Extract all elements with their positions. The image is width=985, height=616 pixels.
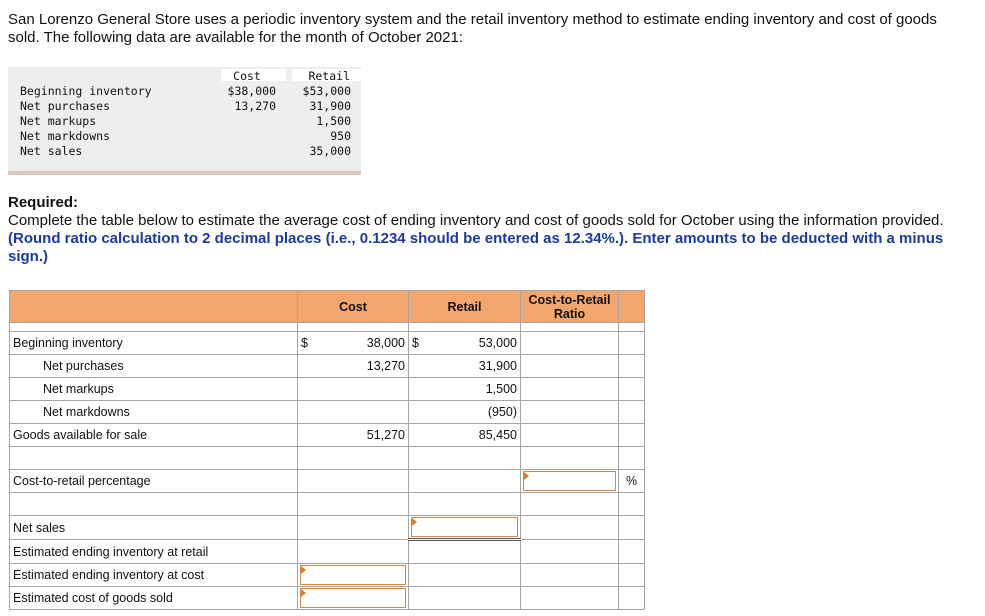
row-label: Net purchases: [10, 355, 298, 378]
required-section: [8, 194, 968, 266]
retail-method-table: [9, 290, 645, 610]
data-retail: 950: [330, 129, 351, 143]
table-row: [10, 401, 645, 424]
dollar-sign: $: [409, 332, 424, 355]
row-label: Estimated cost of goods sold: [10, 587, 298, 610]
intro-text: San Lorenzo General Store uses a periodic inventory system and the retail inventory method to estimate ending inventory and cost of goods sold. The following data are available for the month of October 2021:: [8, 11, 937, 46]
table-header-row: [10, 291, 645, 323]
row-label: Cost-to-retail percentage: [10, 470, 298, 493]
data-retail: $53,000: [302, 84, 351, 98]
ending-inventory-cost-input[interactable]: [300, 565, 406, 585]
col-retail-header: Retail: [308, 69, 350, 83]
row-label: Net sales: [10, 516, 298, 540]
col-cost-header: Cost: [233, 69, 261, 83]
data-cost: $38,000: [227, 84, 276, 98]
table-row: [10, 378, 645, 401]
cost-value: 13,270: [298, 355, 409, 378]
data-retail: 35,000: [309, 144, 351, 158]
percent-sign: %: [619, 470, 645, 493]
required-title: Required:: [8, 194, 79, 211]
cost-value: 51,270: [298, 424, 409, 447]
row-label: Estimated ending inventory at retail: [10, 540, 298, 564]
table-row: [10, 587, 645, 610]
data-label: Net markdowns: [20, 129, 111, 143]
table-row: [10, 516, 645, 540]
data-box: [8, 67, 361, 175]
table-row: [10, 470, 645, 493]
net-sales-retail-input[interactable]: [411, 517, 518, 537]
row-label: Goods available for sale: [10, 424, 298, 447]
data-label: Net markups: [20, 114, 97, 128]
row-label: Net markups: [10, 378, 298, 401]
ratio-input[interactable]: [523, 471, 616, 491]
data-label: Beginning inventory: [20, 84, 152, 98]
table-row: [10, 355, 645, 378]
cost-value: 38,000: [313, 332, 409, 355]
data-retail: 1,500: [316, 114, 351, 128]
retail-value: 85,450: [409, 424, 521, 447]
dollar-sign: $: [298, 332, 313, 355]
required-text: Complete the table below to estimate the average cost of ending inventory and cost of goods sold for October using the information provided.: [8, 212, 944, 229]
data-cost: 13,270: [234, 99, 276, 113]
cogs-cost-input[interactable]: [300, 588, 406, 608]
data-label: Net purchases: [20, 99, 111, 113]
cost-column-header: Cost: [298, 291, 409, 323]
row-label: Estimated ending inventory at cost: [10, 564, 298, 587]
ratio-column-header: Cost-to-Retail Ratio: [521, 291, 619, 323]
table-row: [10, 564, 645, 587]
retail-value: 1,500: [409, 378, 521, 401]
table-row: [10, 540, 645, 564]
required-instruction: (Round ratio calculation to 2 decimal places (i.e., 0.1234 should be entered as 12.34%.). Enter amounts to be deducted with a minus sign.): [8, 230, 944, 265]
row-label: Beginning inventory: [10, 332, 298, 355]
table-row: [10, 424, 645, 447]
retail-value: 53,000: [424, 332, 521, 355]
table-row: [10, 332, 645, 355]
row-label: Net markdowns: [10, 401, 298, 424]
retail-column-header: Retail: [409, 291, 521, 323]
data-retail: 31,900: [309, 99, 351, 113]
retail-value: (950): [409, 401, 521, 424]
data-label: Net sales: [20, 144, 83, 158]
retail-value: 31,900: [409, 355, 521, 378]
